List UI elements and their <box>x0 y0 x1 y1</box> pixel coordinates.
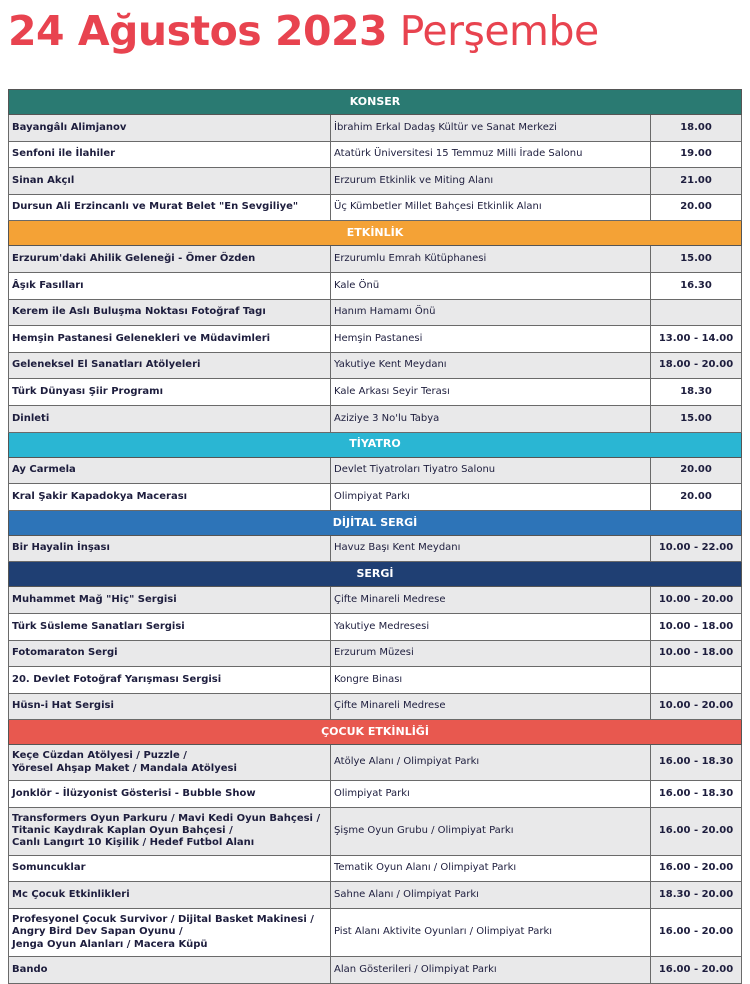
event-name: Fotomaraton Sergi <box>9 640 331 667</box>
event-time: 13.00 - 14.00 <box>651 326 742 353</box>
event-venue: Kale Arkası Seyir Terası <box>331 379 651 406</box>
section-header <box>9 221 742 246</box>
event-venue: Olimpiyat Parkı <box>331 781 651 808</box>
event-name: Sinan Akçıl <box>9 168 331 195</box>
event-name: Jonklör - İlüzyonist Gösterisi - Bubble Show <box>9 781 331 808</box>
title-date: 24 Ağustos 2023 <box>8 7 388 55</box>
event-venue: Yakutiye Kent Meydanı <box>331 352 651 379</box>
event-name: Mc Çocuk Etkinlikleri <box>9 882 331 909</box>
table-row <box>9 535 742 562</box>
event-name: Muhammet Mağ "Hiç" Sergisi <box>9 587 331 614</box>
event-name: Bir Hayalin İnşası <box>9 535 331 562</box>
event-name: Erzurum'daki Ahilik Geleneği - Ömer Özden <box>9 246 331 273</box>
event-time: 19.00 <box>651 141 742 168</box>
event-time: 18.30 <box>651 379 742 406</box>
event-venue: Hemşin Pastanesi <box>331 326 651 353</box>
event-venue: Havuz Başı Kent Meydanı <box>331 535 651 562</box>
event-time: 16.00 - 18.30 <box>651 781 742 808</box>
event-venue: Erzurum Etkinlik ve Miting Alanı <box>331 168 651 195</box>
event-venue: Atölye Alanı / Olimpiyat Parkı <box>331 745 651 781</box>
table-row <box>9 115 742 142</box>
event-time: 16.00 - 20.00 <box>651 855 742 882</box>
event-venue: Üç Kümbetler Millet Bahçesi Etkinlik Alanı <box>331 194 651 221</box>
event-name: Dinleti <box>9 405 331 432</box>
event-name: 20. Devlet Fotoğraf Yarışması Sergisi <box>9 667 331 694</box>
event-venue: Atatürk Üniversitesi 15 Temmuz Milli İrade Salonu <box>331 141 651 168</box>
section-header <box>9 432 742 457</box>
event-time: 20.00 <box>651 457 742 484</box>
table-row <box>9 405 742 432</box>
table-row <box>9 484 742 511</box>
section-header <box>9 720 742 745</box>
table-row <box>9 693 742 720</box>
section-title: ETKİNLİK <box>9 221 742 246</box>
section-header <box>9 562 742 587</box>
event-name: Hemşin Pastanesi Gelenekleri ve Müdavimleri <box>9 326 331 353</box>
event-venue: Hanım Hamamı Önü <box>331 299 651 326</box>
event-venue: Tematik Oyun Alanı / Olimpiyat Parkı <box>331 855 651 882</box>
table-row <box>9 326 742 353</box>
event-time: 20.00 <box>651 194 742 221</box>
title-day: Perşembe <box>399 7 599 55</box>
table-row <box>9 909 742 957</box>
section-title: ÇOCUK ETKİNLİĞİ <box>9 720 742 745</box>
event-time: 15.00 <box>651 246 742 273</box>
event-venue: Erzurum Müzesi <box>331 640 651 667</box>
event-venue: Alan Gösterileri / Olimpiyat Parkı <box>331 957 651 984</box>
event-time: 16.30 <box>651 272 742 299</box>
table-row <box>9 745 742 781</box>
schedule-table <box>8 89 742 984</box>
event-venue: Aziziye 3 No'lu Tabya <box>331 405 651 432</box>
event-time: 18.00 - 20.00 <box>651 352 742 379</box>
table-row <box>9 352 742 379</box>
event-time: 10.00 - 20.00 <box>651 693 742 720</box>
event-time: 10.00 - 18.00 <box>651 640 742 667</box>
event-name: Türk Süsleme Sanatları Sergisi <box>9 613 331 640</box>
event-name: Kral Şakir Kapadokya Macerası <box>9 484 331 511</box>
table-row <box>9 168 742 195</box>
event-time <box>651 299 742 326</box>
section-header <box>9 510 742 535</box>
event-venue: Devlet Tiyatroları Tiyatro Salonu <box>331 457 651 484</box>
event-name: Profesyonel Çocuk Survivor / Dijital Basket Makinesi / Angry Bird Dev Sapan Oyunu / Jenga Oyun Alanları / Macera Küpü <box>9 909 331 957</box>
section-title: SERGİ <box>9 562 742 587</box>
event-venue: Çifte Minareli Medrese <box>331 587 651 614</box>
event-venue: Kale Önü <box>331 272 651 299</box>
table-row <box>9 587 742 614</box>
event-time: 21.00 <box>651 168 742 195</box>
event-name: Dursun Ali Erzincanlı ve Murat Belet "En Sevgiliye" <box>9 194 331 221</box>
table-row <box>9 141 742 168</box>
schedule-body <box>9 90 742 984</box>
table-row <box>9 246 742 273</box>
event-name: Ay Carmela <box>9 457 331 484</box>
table-row <box>9 667 742 694</box>
event-venue: İbrahim Erkal Dadaş Kültür ve Sanat Merkezi <box>331 115 651 142</box>
event-time: 16.00 - 20.00 <box>651 807 742 855</box>
section-header <box>9 90 742 115</box>
event-venue: Sahne Alanı / Olimpiyat Parkı <box>331 882 651 909</box>
event-name: Transformers Oyun Parkuru / Mavi Kedi Oyun Bahçesi / Titanic Kaydırak Kaplan Oyun Bahçesi / Canlı Langırt 10 Kişilik / Hedef Futbol Alanı <box>9 807 331 855</box>
event-name: Somuncuklar <box>9 855 331 882</box>
table-row <box>9 272 742 299</box>
table-row <box>9 613 742 640</box>
event-time: 10.00 - 18.00 <box>651 613 742 640</box>
event-time: 15.00 <box>651 405 742 432</box>
event-name: Kerem ile Aslı Buluşma Noktası Fotoğraf Tagı <box>9 299 331 326</box>
event-name: Bando <box>9 957 331 984</box>
event-name: Âşık Fasılları <box>9 272 331 299</box>
table-row <box>9 855 742 882</box>
event-venue: Yakutiye Medresesi <box>331 613 651 640</box>
section-title: DİJİTAL SERGİ <box>9 510 742 535</box>
event-time: 18.30 - 20.00 <box>651 882 742 909</box>
event-time: 16.00 - 20.00 <box>651 957 742 984</box>
event-time: 10.00 - 22.00 <box>651 535 742 562</box>
event-name: Geleneksel El Sanatları Atölyeleri <box>9 352 331 379</box>
table-row <box>9 379 742 406</box>
table-row <box>9 640 742 667</box>
event-time: 18.00 <box>651 115 742 142</box>
event-time: 16.00 - 20.00 <box>651 909 742 957</box>
event-venue: Şişme Oyun Grubu / Olimpiyat Parkı <box>331 807 651 855</box>
event-time: 16.00 - 18.30 <box>651 745 742 781</box>
table-row <box>9 957 742 984</box>
event-time: 10.00 - 20.00 <box>651 587 742 614</box>
section-title: TİYATRO <box>9 432 742 457</box>
table-row <box>9 781 742 808</box>
event-name: Türk Dünyası Şiir Programı <box>9 379 331 406</box>
event-time <box>651 667 742 694</box>
table-row <box>9 807 742 855</box>
event-venue: Çifte Minareli Medrese <box>331 693 651 720</box>
event-venue: Kongre Binası <box>331 667 651 694</box>
event-name: Hüsn-i Hat Sergisi <box>9 693 331 720</box>
event-name: Keçe Cüzdan Atölyesi / Puzzle / Yöresel Ahşap Maket / Mandala Atölyesi <box>9 745 331 781</box>
event-venue: Olimpiyat Parkı <box>331 484 651 511</box>
page-title <box>8 0 599 62</box>
event-name: Senfoni ile İlahiler <box>9 141 331 168</box>
table-row <box>9 882 742 909</box>
table-row <box>9 457 742 484</box>
event-venue: Pist Alanı Aktivite Oyunları / Olimpiyat Parkı <box>331 909 651 957</box>
table-row <box>9 299 742 326</box>
section-title: KONSER <box>9 90 742 115</box>
event-venue: Erzurumlu Emrah Kütüphanesi <box>331 246 651 273</box>
event-name: Bayangâlı Alimjanov <box>9 115 331 142</box>
event-time: 20.00 <box>651 484 742 511</box>
table-row <box>9 194 742 221</box>
